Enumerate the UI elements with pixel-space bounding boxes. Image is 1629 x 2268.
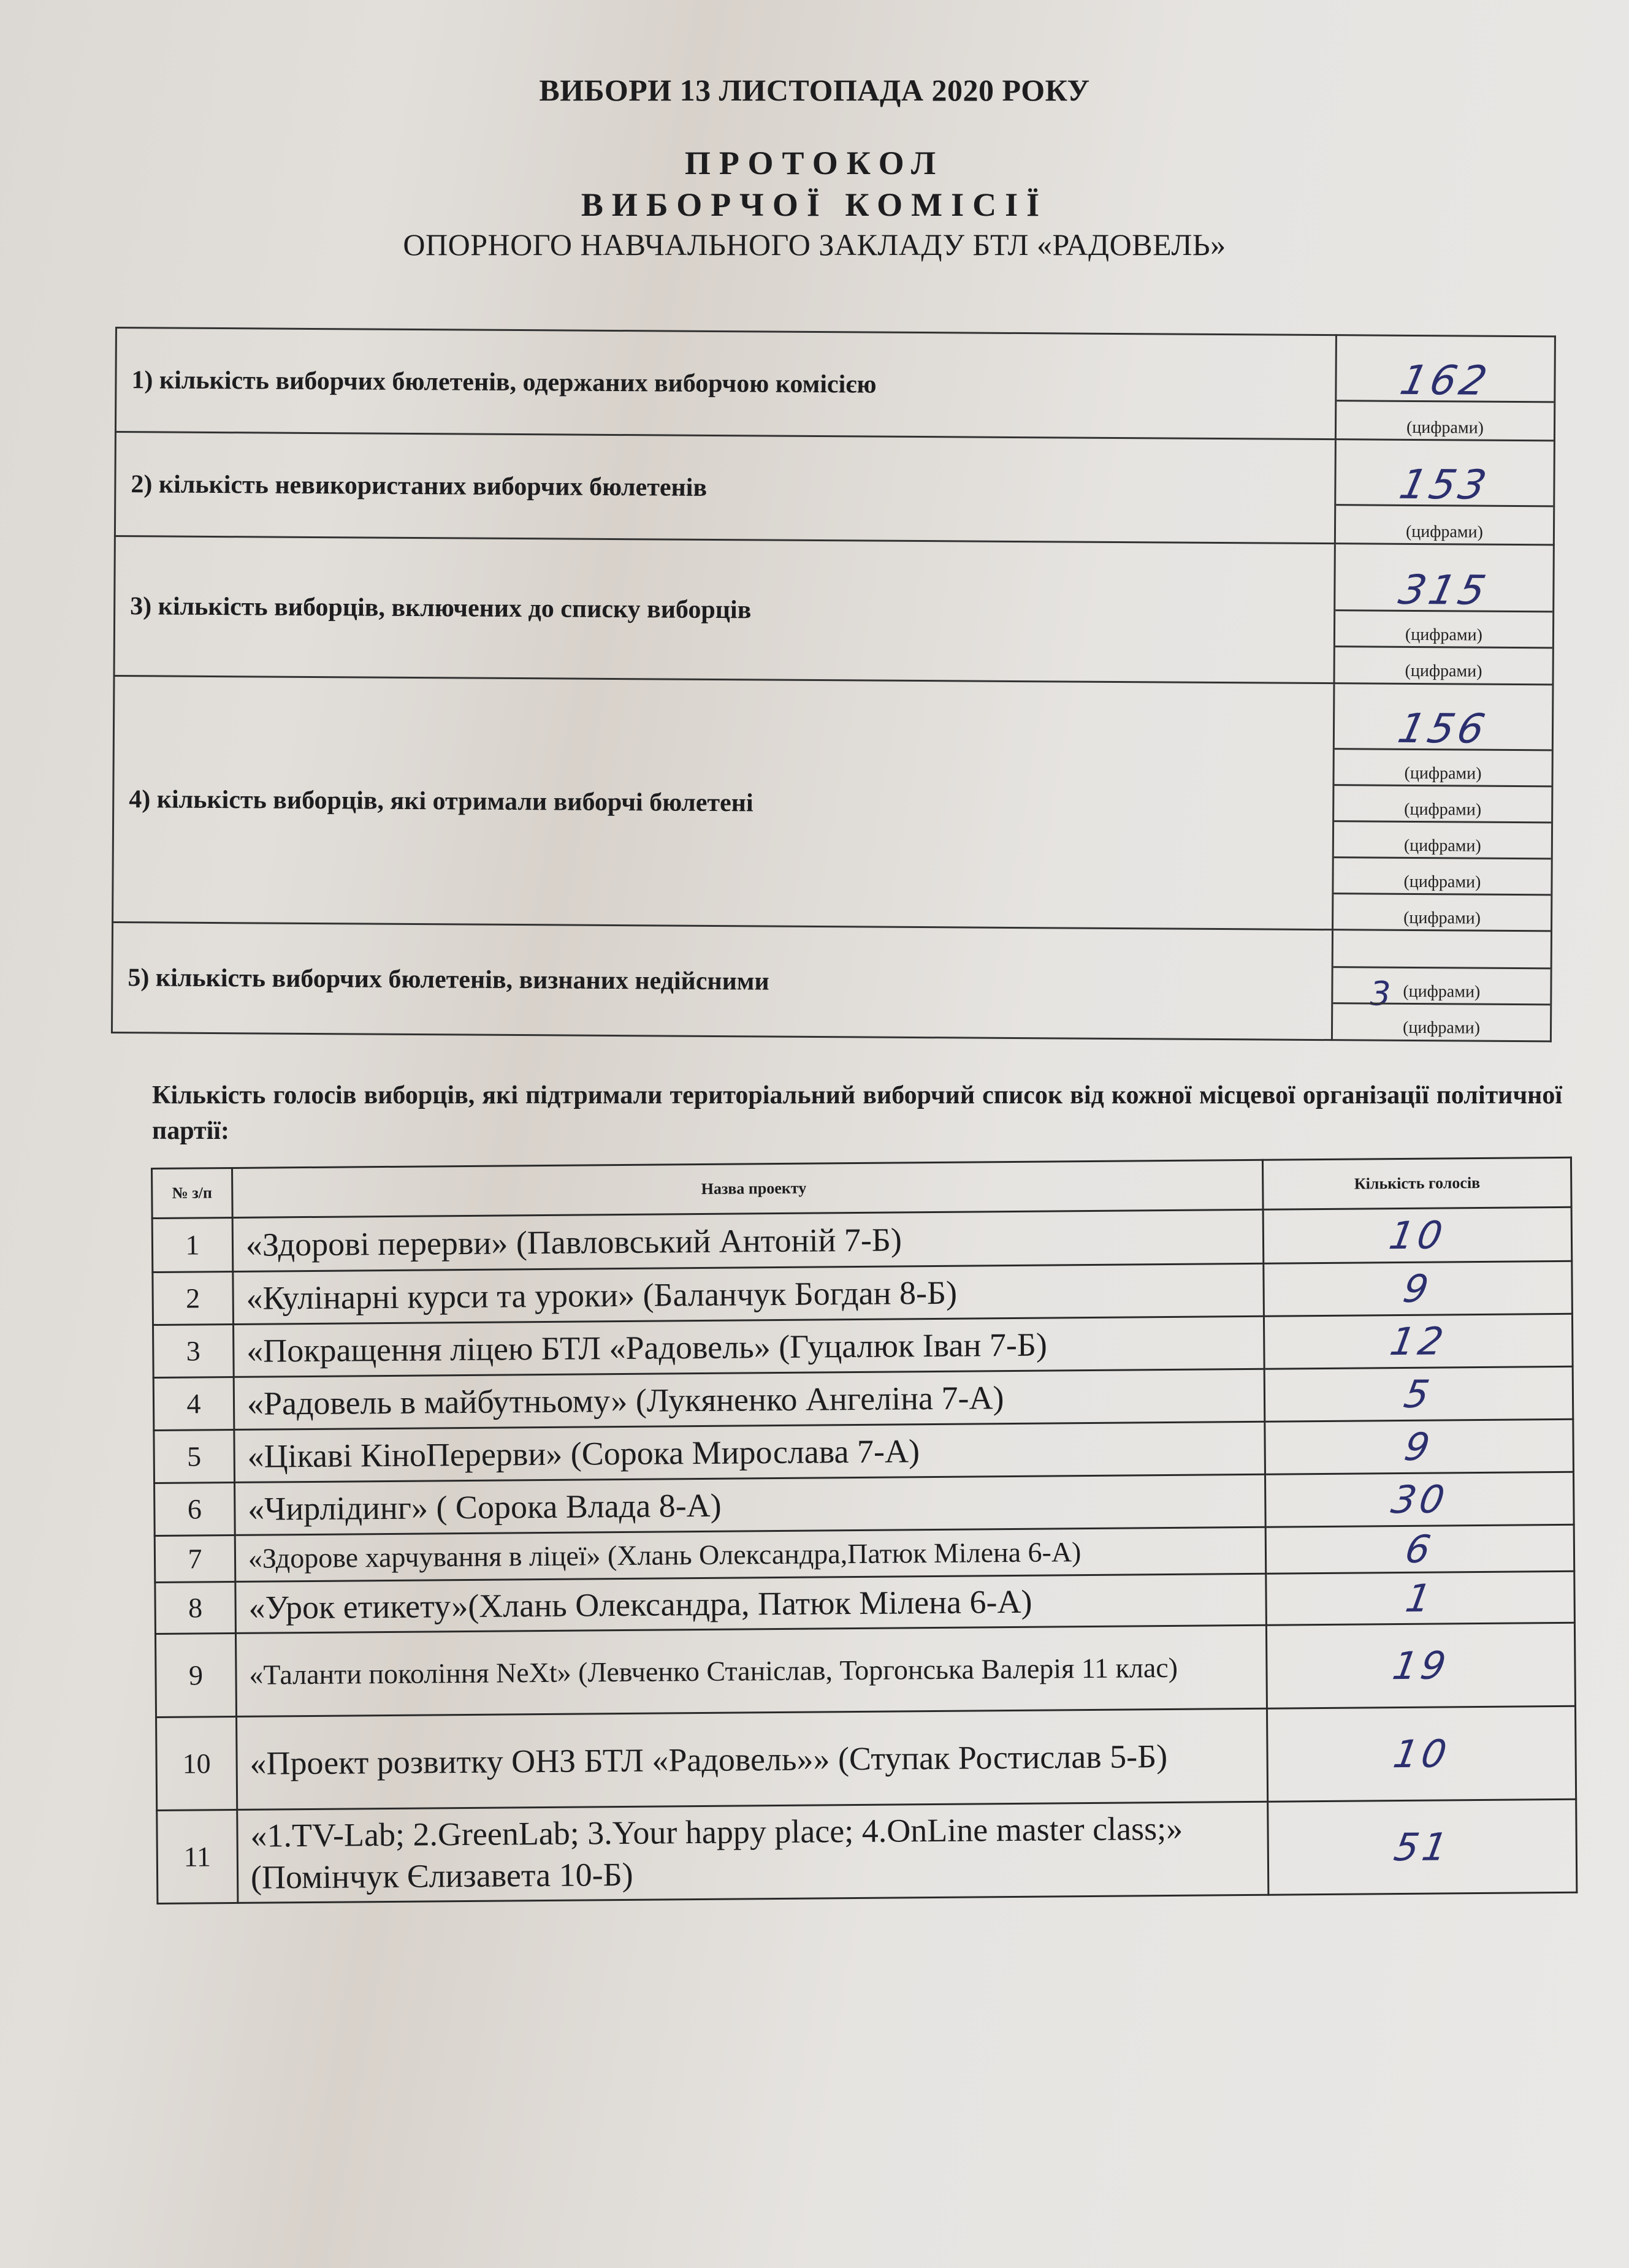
column-header-project-name: Назва проекту bbox=[232, 1160, 1263, 1217]
row-number: 5 bbox=[154, 1429, 235, 1483]
row-number: 2 bbox=[153, 1271, 234, 1325]
summary-row bbox=[115, 328, 1555, 441]
project-name: «Кулінарні курси та уроки» (Баланчук Богдан 8-Б) bbox=[233, 1263, 1264, 1324]
row-number: 1 bbox=[152, 1217, 233, 1272]
column-header-number: № з/п bbox=[152, 1168, 233, 1218]
row-number: 10 bbox=[156, 1716, 237, 1810]
summary-row bbox=[112, 922, 1551, 1041]
summary-value: 156 bbox=[1394, 704, 1493, 753]
digits-caption: (цифрами) bbox=[1405, 522, 1483, 542]
vote-count: 51 bbox=[1391, 1824, 1454, 1870]
vote-count: 9 bbox=[1400, 1266, 1436, 1312]
protocol-title-line2: ВИБОРЧОЇ КОМІСІЇ bbox=[581, 186, 1048, 223]
row-number: 4 bbox=[153, 1377, 234, 1430]
vote-count: 9 bbox=[1401, 1424, 1437, 1469]
summary-label: 3) кількість виборців, включених до списку виборців bbox=[114, 536, 1335, 683]
digits-caption: (цифрами) bbox=[1403, 981, 1481, 1002]
digits-caption: (цифрами) bbox=[1403, 872, 1481, 892]
row-number: 9 bbox=[155, 1633, 236, 1717]
votes-intro-text: Кількість голосів виборців, які підтримали територіальний виборчий список від кожної місцевої організації політичної партії: bbox=[152, 1081, 1562, 1145]
vote-count: 5 bbox=[1401, 1371, 1437, 1417]
row-number: 6 bbox=[155, 1482, 235, 1535]
table-row bbox=[156, 1706, 1576, 1810]
row-number: 8 bbox=[155, 1581, 236, 1634]
vote-count: 1 bbox=[1402, 1575, 1438, 1621]
digits-caption: (цифрами) bbox=[1405, 625, 1482, 645]
project-name: «Таланти покоління NeXt» (Левченко Станіслав, Торгонська Валерія 11 клас) bbox=[235, 1625, 1267, 1716]
summary-row bbox=[114, 536, 1554, 685]
summary-value: 162 bbox=[1396, 356, 1495, 405]
vote-count: 6 bbox=[1402, 1526, 1438, 1572]
row-number: 7 bbox=[155, 1535, 235, 1582]
table-row bbox=[157, 1799, 1577, 1903]
digits-caption: (цифрами) bbox=[1404, 763, 1482, 783]
summary-label: 4) кількість виборців, які отримали виборчі бюлетені bbox=[113, 675, 1334, 929]
projects-table bbox=[151, 1157, 1577, 1905]
vote-count: 30 bbox=[1387, 1477, 1452, 1523]
summary-label: 2) кількість невикористаних виборчих бюлетенів bbox=[115, 432, 1335, 544]
digits-caption: (цифрами) bbox=[1402, 1018, 1481, 1038]
digits-caption: (цифрами) bbox=[1405, 661, 1482, 681]
project-name: «Проект розвитку ОНЗ БТЛ «Радовель»» (Ступак Ростислав 5-Б) bbox=[236, 1708, 1268, 1809]
project-name: «Здорові перерви» (Павловський Антоній 7-Б) bbox=[232, 1209, 1264, 1271]
row-number: 11 bbox=[157, 1809, 238, 1903]
vote-count: 19 bbox=[1389, 1643, 1453, 1689]
vote-count: 10 bbox=[1390, 1731, 1454, 1777]
digits-caption: (цифрами) bbox=[1403, 835, 1481, 856]
protocol-title bbox=[0, 142, 1629, 226]
summary-value: 153 bbox=[1395, 460, 1494, 509]
summary-label: 1) кількість виборчих бюлетенів, одержаних виборчою комісією bbox=[115, 328, 1336, 440]
project-name: «1.TV-Lab; 2.GreenLab; 3.Your happy place; 4.OnLine master class;» (Помінчук Єлизавета 10-Б) bbox=[237, 1802, 1269, 1903]
digits-caption: (цифрами) bbox=[1403, 908, 1481, 928]
project-name: «Покращення ліцею БТЛ «Радовель» (Гуцалюк Іван 7-Б) bbox=[233, 1316, 1264, 1377]
protocol-title-line1: ПРОТОКОЛ bbox=[684, 145, 945, 181]
digits-caption: (цифрами) bbox=[1404, 799, 1482, 820]
digits-caption: (цифрами) bbox=[1406, 417, 1484, 438]
project-name: «Чирлідинг» ( Сорока Влада 8-А) bbox=[234, 1474, 1265, 1535]
vote-count: 12 bbox=[1386, 1319, 1451, 1364]
project-name: «Здорове харчування в ліцеї» (Хлань Олександра,Патюк Мілена 6-А) bbox=[235, 1527, 1266, 1581]
institution-title: ОПОРНОГО НАВЧАЛЬНОГО ЗАКЛАДУ БТЛ «РАДОВЕЛЬ» bbox=[403, 227, 1226, 262]
project-name: «Урок етикету»(Хлань Олександра, Патюк Мілена 6-А) bbox=[235, 1574, 1267, 1633]
summary-row bbox=[115, 432, 1554, 545]
summary-label: 5) кількість виборчих бюлетенів, визнаних недійсними bbox=[112, 922, 1332, 1040]
vote-count: 10 bbox=[1386, 1212, 1449, 1258]
election-title: ВИБОРИ 13 ЛИСТОПАДА 2020 РОКУ bbox=[539, 73, 1090, 107]
summary-table bbox=[111, 327, 1556, 1042]
column-header-votes: Кількість голосів bbox=[1263, 1157, 1571, 1209]
row-number: 3 bbox=[153, 1324, 234, 1377]
summary-value: 315 bbox=[1394, 566, 1494, 614]
project-name: «Радовель в майбутньому» (Лукяненко Ангеліна 7-А) bbox=[234, 1369, 1265, 1429]
summary-row bbox=[113, 675, 1553, 930]
project-name: «Цікаві КіноПерерви» (Сорока Мирослава 7-А) bbox=[234, 1421, 1265, 1482]
table-row bbox=[155, 1623, 1575, 1717]
summary-value: 3 bbox=[1370, 974, 1395, 1013]
